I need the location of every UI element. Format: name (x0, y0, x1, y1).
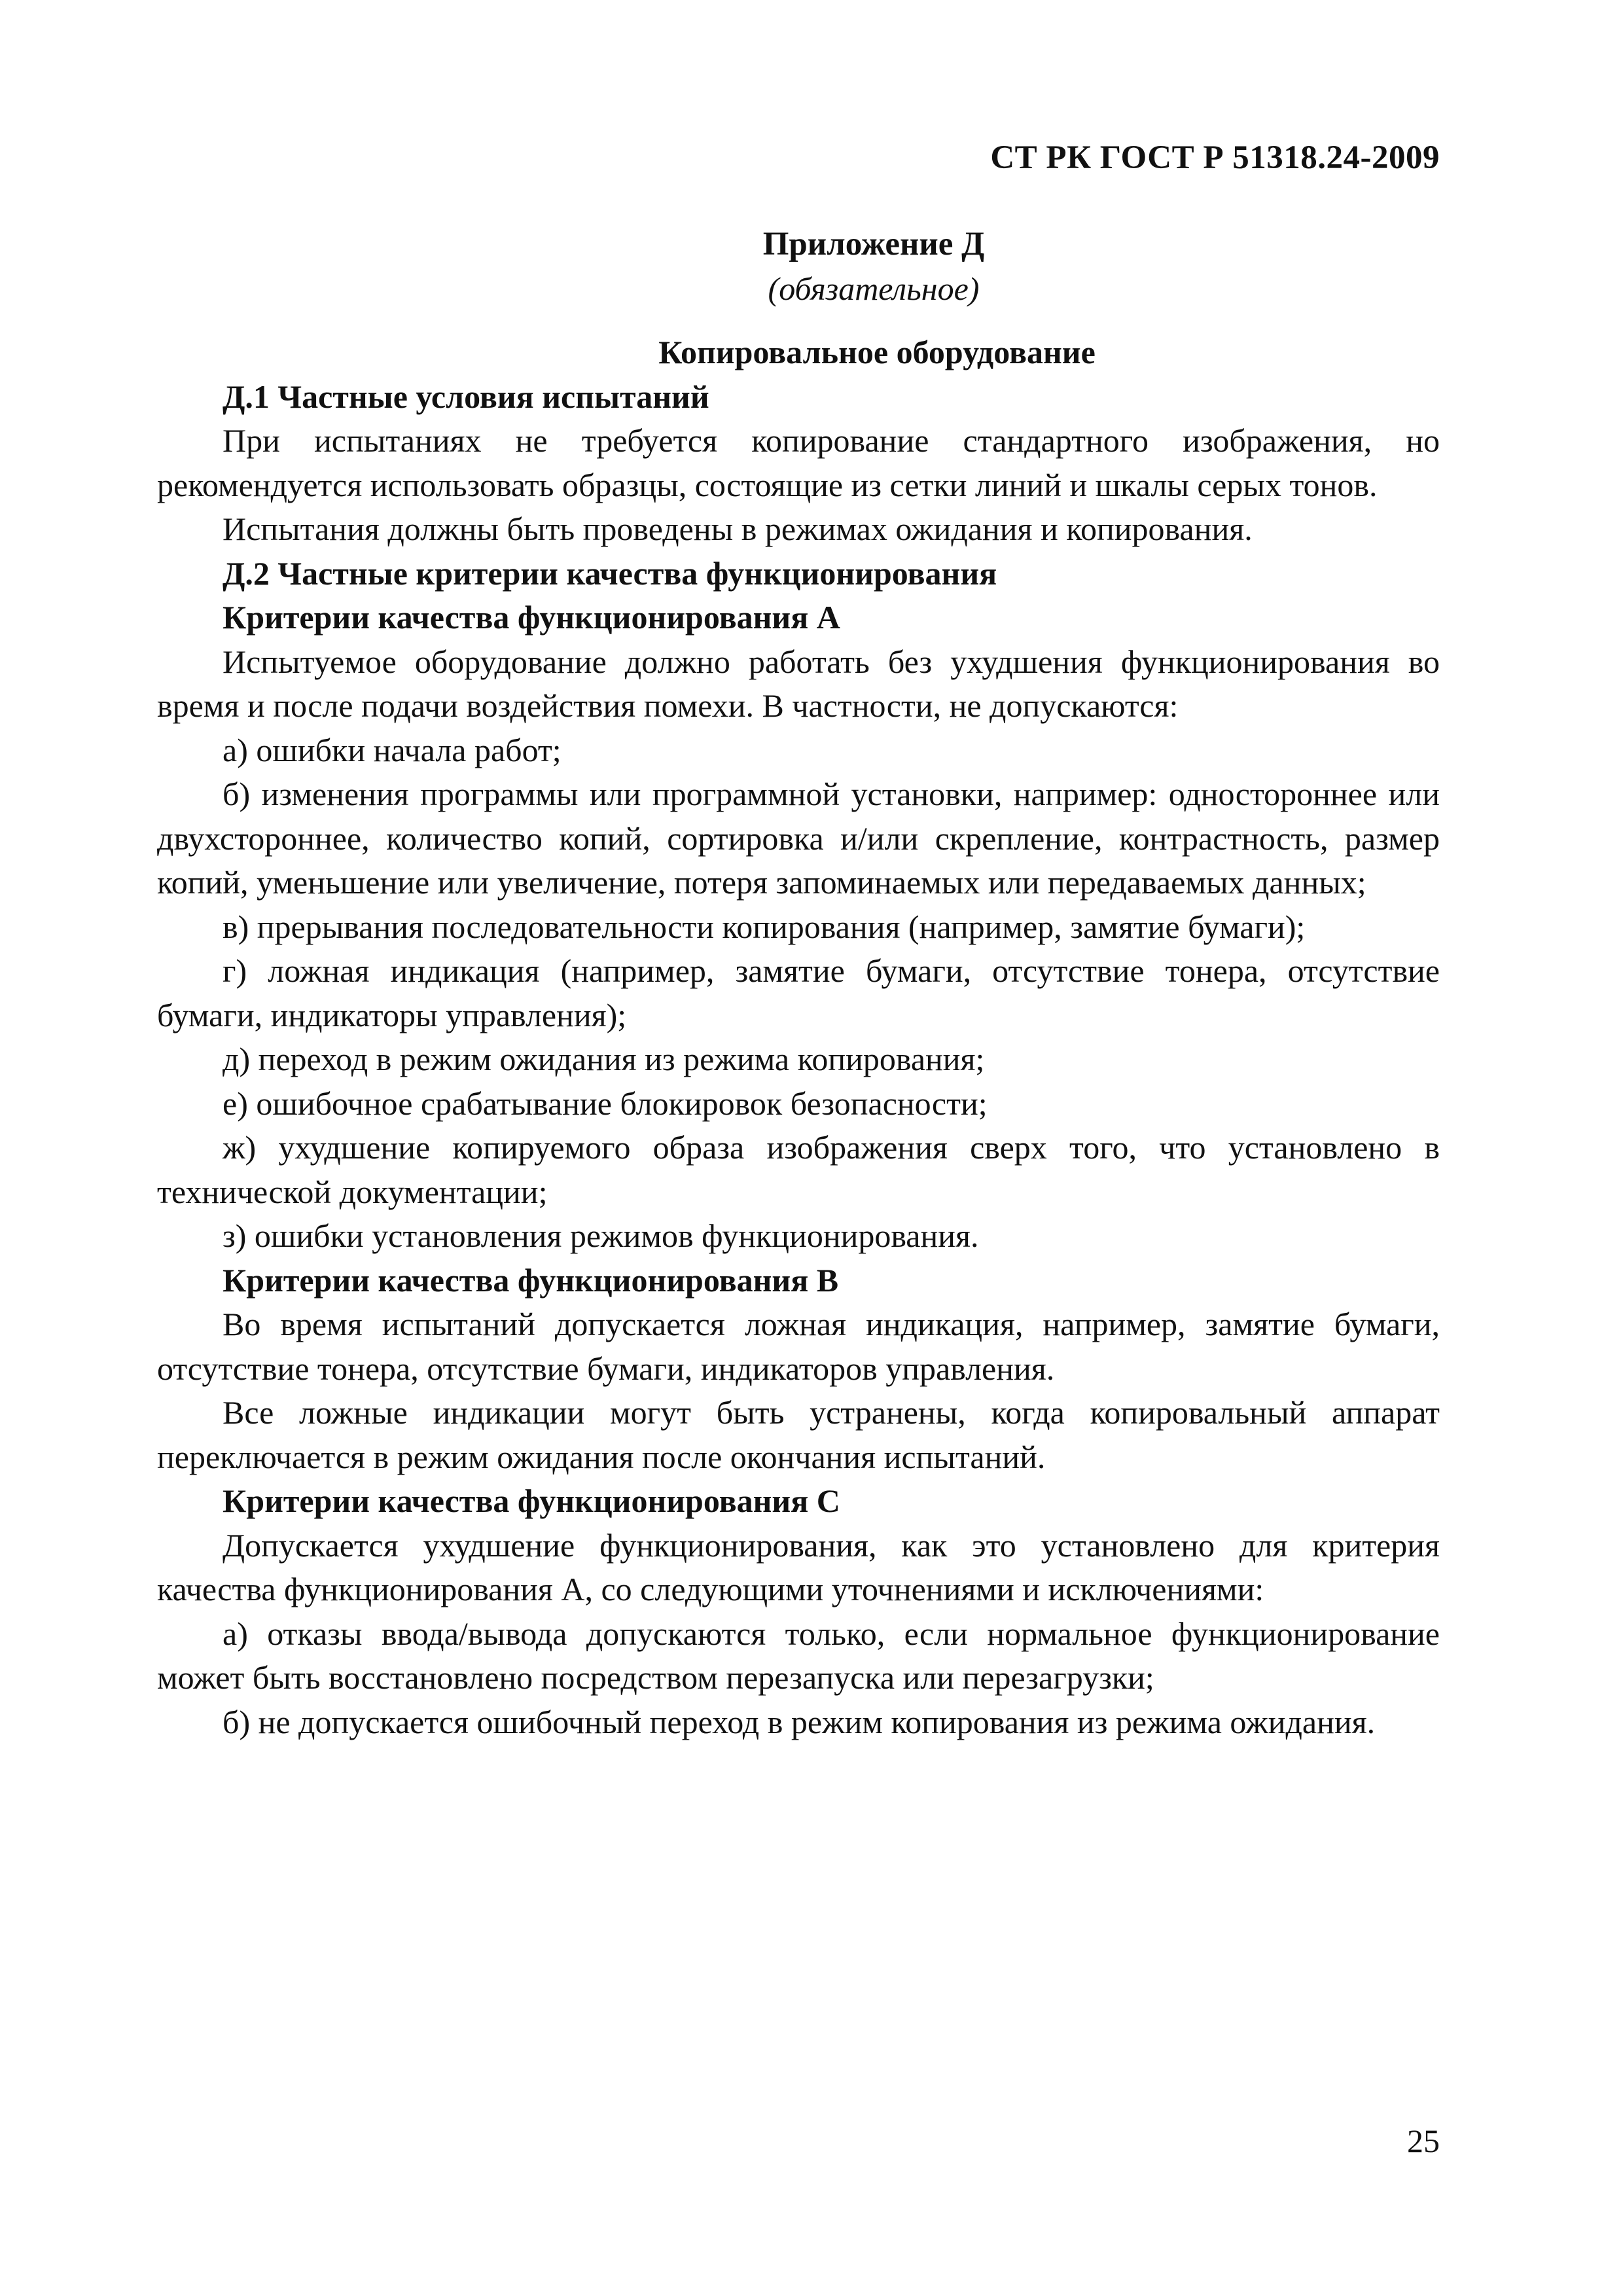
criteria-c-item: б) не допускается ошибочный переход в режим копирования из режима ожидания. (223, 1703, 1376, 1740)
criteria-a-item: г) ложная индикация (например, замятие бумаги, отсутствие тонера, отсутствие бумаги, индикаторы управления); (157, 952, 1440, 1033)
page-content (157, 223, 1440, 1744)
criteria-a-item: д) переход в режим ожидания из режима копирования; (223, 1041, 985, 1077)
criteria-a-intro: Испытуемое оборудование должно работать без ухудшения функционирования во время и после подачи воздействия помехи. В частности, не допускаются: (157, 643, 1440, 724)
criteria-c-heading: Критерии качества функционирования С (223, 1482, 840, 1519)
appendix-title: Приложение Д (762, 226, 985, 262)
criteria-c-intro: Допускается ухудшение функционирования, как это установлено для критерия качества функционирования А, со следующими уточнениями и исключениями: (157, 1526, 1440, 1607)
section-title: Копировальное оборудование (658, 334, 1096, 370)
criteria-b-paragraph-2: Все ложные индикации могут быть устранены, когда копировальный аппарат переключается в режим ожидания после окончания испытаний. (157, 1394, 1440, 1475)
d1-paragraph-2: Испытания должны быть проведены в режимах ожидания и копирования. (223, 511, 1253, 547)
criteria-a-item: б) изменения программы или программной установки, например: одностороннее или двухстороннее, количество копий, сортировка и/или скрепление, контрастность, размер копий, уменьшение или увеличение, потеря запоминаемых или передаваемых данных; (157, 776, 1440, 901)
d1-heading: Д.1 Частные условия испытаний (223, 378, 709, 415)
appendix-status: (обязательное) (768, 270, 980, 307)
criteria-a-heading: Критерии качества функционирования А (223, 599, 840, 636)
criteria-a-item: е) ошибочное срабатывание блокировок безопасности; (223, 1085, 988, 1122)
page-number: 25 (1407, 2123, 1440, 2159)
criteria-b-heading: Критерии качества функционирования В (223, 1261, 839, 1299)
criteria-c-item: а) отказы ввода/вывода допускаются только, если нормальное функционирование может быть восстановлено посредством перезапуска или перезагрузки; (157, 1615, 1440, 1696)
document-code: СТ РК ГОСТ Р 51318.24-2009 (990, 139, 1440, 176)
d2-heading: Д.2 Частные критерии качества функционирования (223, 554, 997, 592)
criteria-b-paragraph-1: Во время испытаний допускается ложная индикация, например, замятие бумаги, отсутствие тонера, отсутствие бумаги, индикаторов управления. (157, 1306, 1440, 1387)
criteria-a-item: ж) ухудшение копируемого образа изображения сверх того, что установлено в технической документации; (157, 1129, 1440, 1210)
criteria-a-item: а) ошибки начала работ; (223, 731, 562, 768)
criteria-a-item: з) ошибки установления режимов функционирования. (223, 1217, 979, 1254)
d1-paragraph-1: При испытаниях не требуется копирование стандартного изображения, но рекомендуется использовать образцы, состоящие из сетки линий и шкалы серых тонов. (157, 422, 1440, 503)
criteria-a-item: в) прерывания последовательности копирования (например, замятие бумаги); (223, 908, 1306, 945)
